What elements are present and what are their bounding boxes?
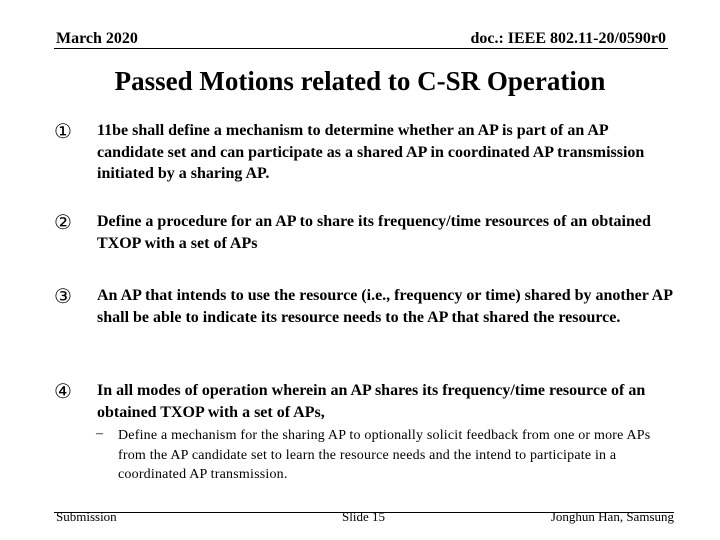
circled-number-4-icon: ④ — [54, 379, 72, 403]
circled-number-1-icon: ① — [54, 119, 72, 143]
motion-item-4 — [54, 380, 674, 423]
motion-item-3 — [54, 285, 674, 328]
motion-item-1-text: 11be shall define a mechanism to determine whether an AP is part of an AP candidate set and can participate as a shared AP in coordinated AP transmission initiated by a sharing AP. — [97, 122, 645, 182]
slide-title: Passed Motions related to C-SR Operation — [114, 66, 606, 96]
circled-number-2-icon: ② — [54, 210, 72, 234]
motion-subitem — [96, 426, 656, 485]
motion-item-1 — [54, 120, 674, 185]
motion-item-4-text: In all modes of operation wherein an AP shares its frequency/time resource of an obtained TXOP with a set of APs, — [97, 382, 646, 421]
circled-number-3-icon: ③ — [54, 284, 72, 308]
motion-item-2 — [54, 211, 674, 254]
footer-slide-number: Slide 15 — [342, 509, 385, 524]
footer-submission: Submission — [56, 509, 117, 524]
header-rule — [54, 48, 668, 49]
dash-icon: – — [96, 426, 103, 441]
header-doc-id: doc.: IEEE 802.11-20/0590r0 — [470, 30, 666, 47]
motion-subitem-text: Define a mechanism for the sharing AP to optionally solicit feedback from one or more APs from the AP candidate set to learn the resource needs and the intend to participate in a coordinated AP transmission. — [118, 428, 651, 482]
motion-item-2-text: Define a procedure for an AP to share its frequency/time resources of an obtained TXOP with a set of APs — [97, 213, 651, 252]
header-date: March 2020 — [56, 30, 138, 47]
motion-item-3-text: An AP that intends to use the resource (i.e., frequency or time) shared by another AP shall be able to indicate its resource needs to the AP that shared the resource. — [97, 287, 673, 326]
footer-author: Jonghun Han, Samsung — [550, 509, 674, 524]
